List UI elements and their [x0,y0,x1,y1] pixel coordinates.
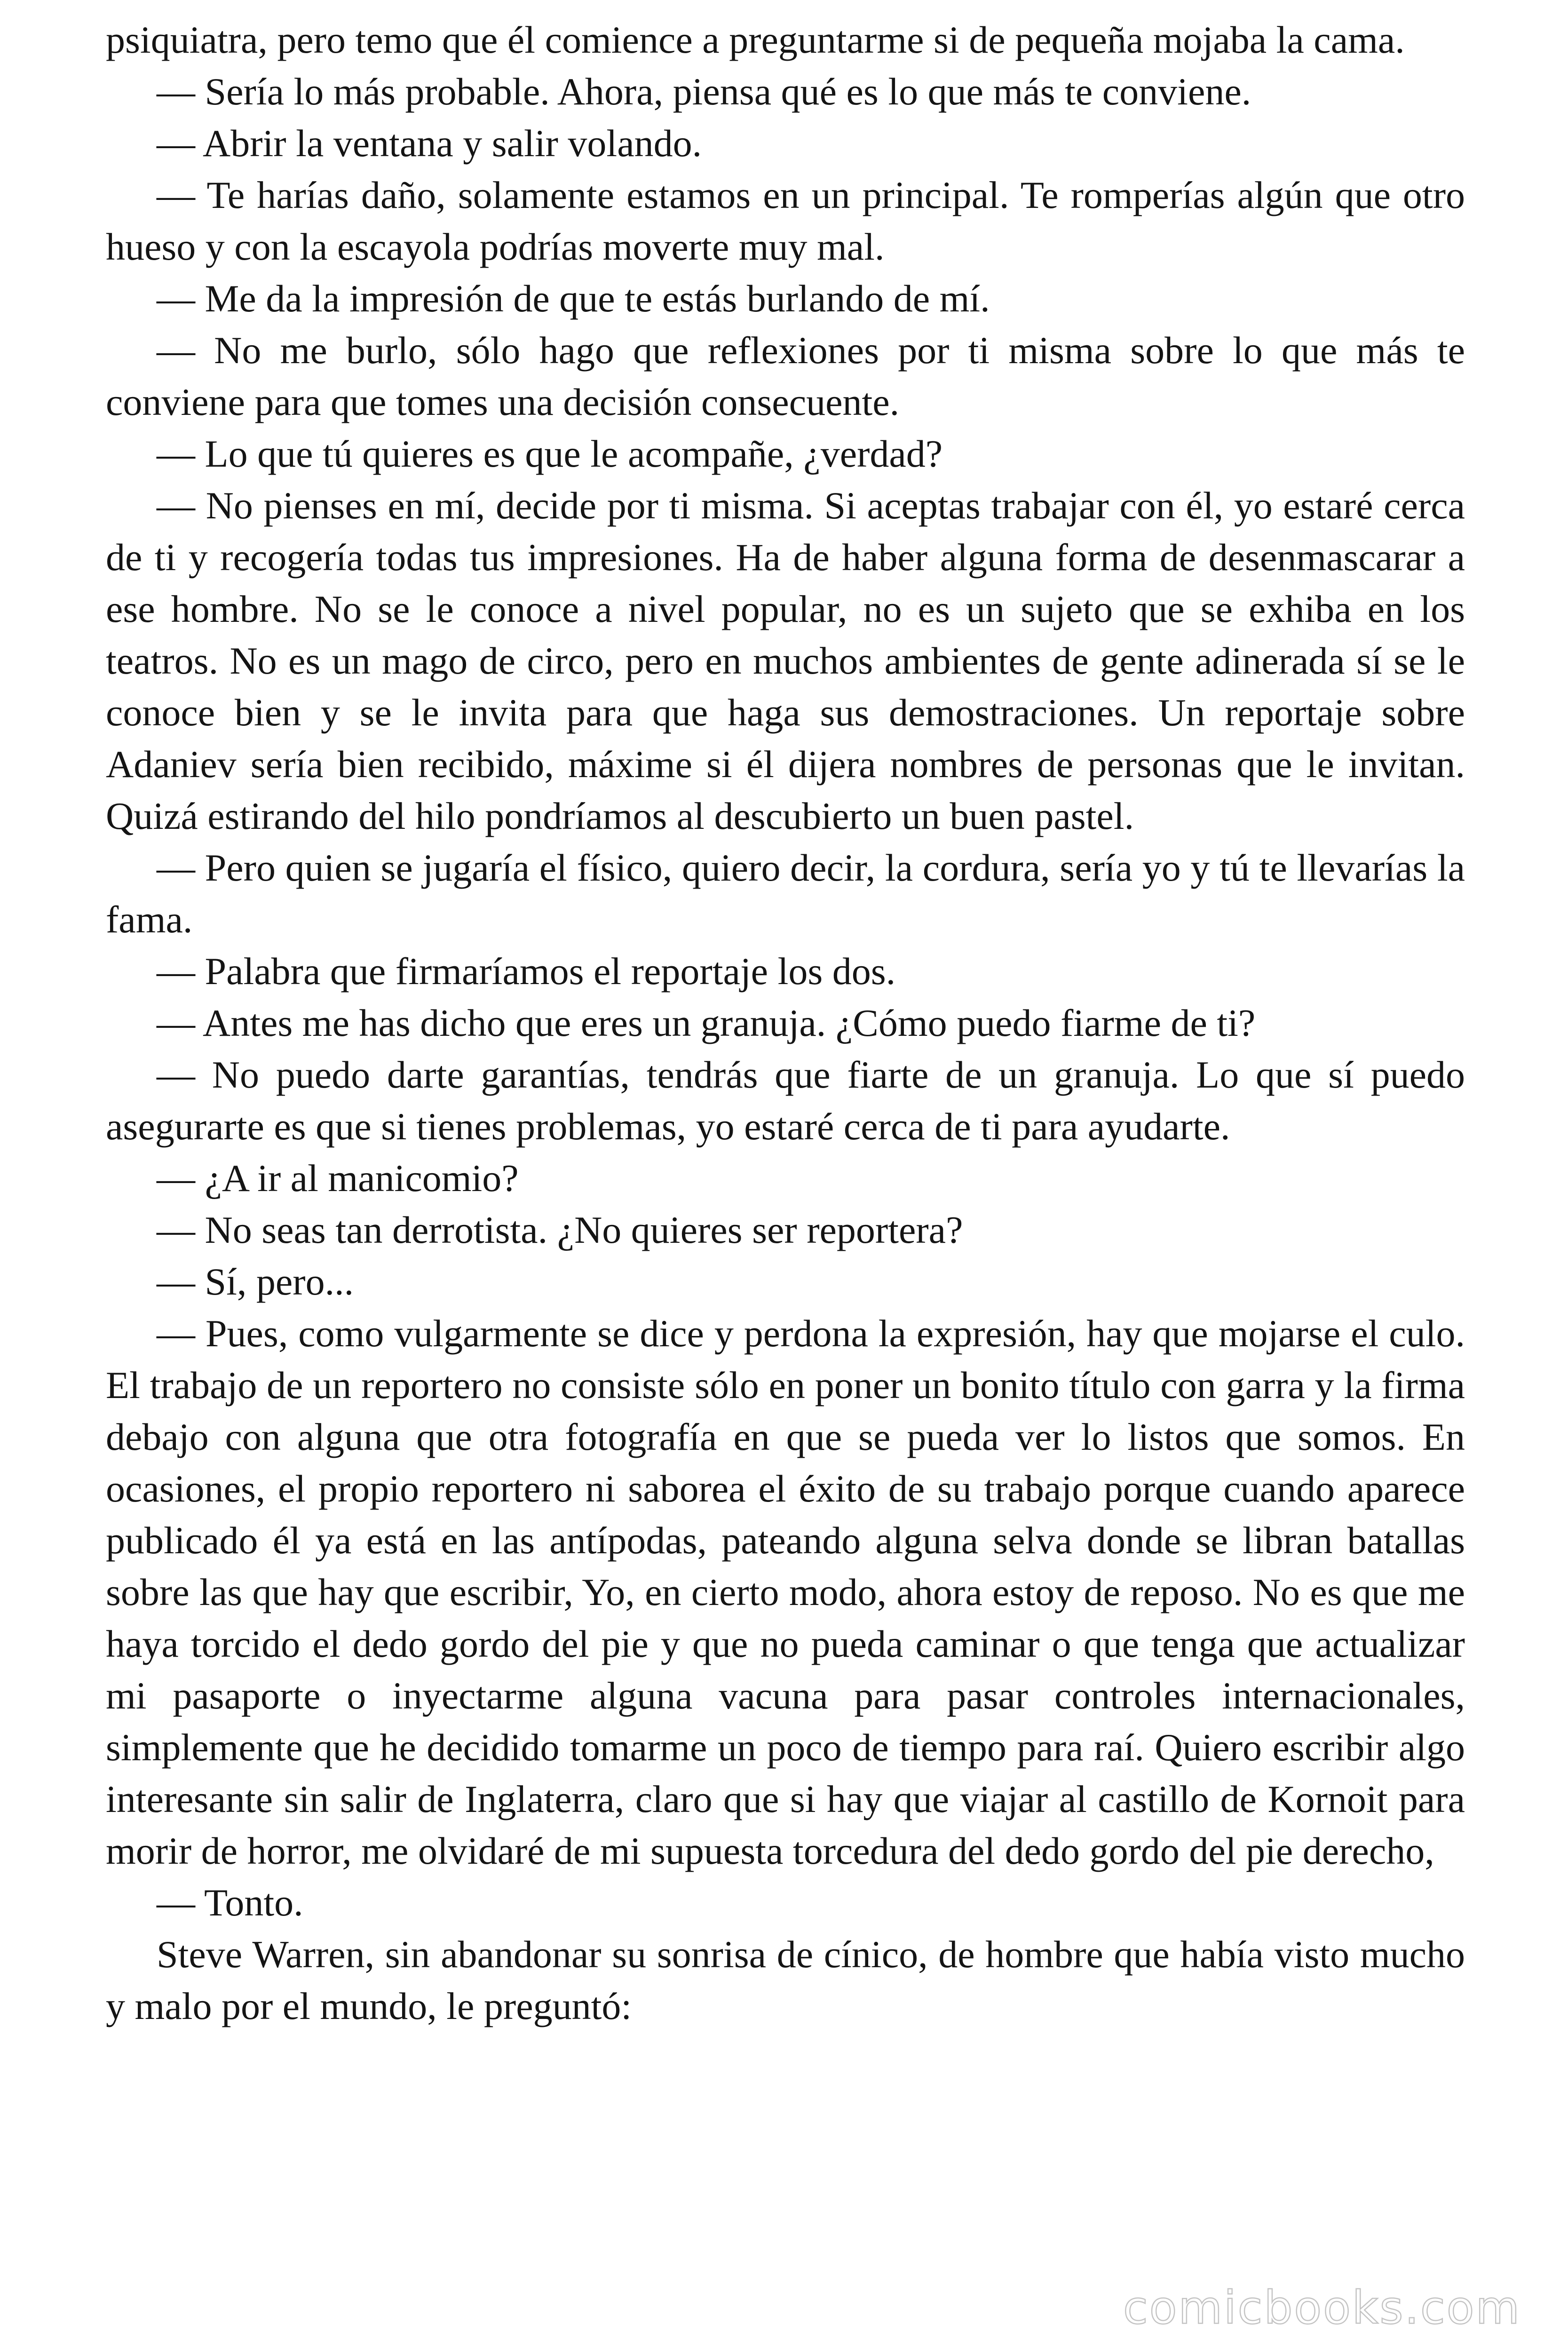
body-text [106,14,1465,2032]
dialogue-paragraph: — No me burlo, sólo hago que reflexiones por ti misma sobre lo que más te conviene para que tomes una decisión consecuente. [106,329,1465,423]
watermark: comicbooks.com [1123,2281,1521,2334]
dialogue-paragraph: — Abrir la ventana y salir volando. [157,122,702,165]
dialogue-paragraph: — Tonto. [157,1881,303,1924]
dialogue-paragraph: — No pienses en mí, decide por ti misma. Si aceptas trabajar con él, yo estaré cerca de ti y recogería todas tus impresiones. Ha de haber alguna forma de desenmascarar a ese hombre. No se le conoce a nivel popular, no es un sujeto que se exhiba en los teatros. No es un mago de circo, pero en muchos ambientes de gente adinerada sí se le conoce bien y se le invita para que haga sus demostraciones. Un reportaje sobre Adaniev sería bien recibido, máxime si él dijera nombres de personas que le invitan. Quizá estirando del hilo pondríamos al descubierto un buen pastel. [106,484,1465,837]
dialogue-paragraph: — Sí, pero... [157,1260,354,1303]
dialogue-paragraph: — Pero quien se jugaría el físico, quiero decir, la cordura, sería yo y tú te llevarías la fama. [106,846,1465,941]
dialogue-paragraph: — Palabra que firmaríamos el reportaje los dos. [157,950,896,993]
dialogue-paragraph: — Me da la impresión de que te estás burlando de mí. [157,277,990,320]
narrative-paragraph: Steve Warren, sin abandonar su sonrisa de cínico, de hombre que había visto mucho y malo por el mundo, le preguntó: [106,1933,1465,2027]
dialogue-paragraph: — Pues, como vulgarmente se dice y perdona la expresión, hay que mojarse el culo. El trabajo de un reportero no consiste sólo en poner un bonito título con garra y la firma debajo con alguna que otra fotografía en que se pueda ver lo listos que somos. En ocasiones, el propio reportero ni saborea el éxito de su trabajo porque cuando aparece publicado él ya está en las antípodas, pateando alguna selva donde se libran batallas sobre las que hay que escribir, Yo, en cierto modo, ahora estoy de reposo. No es que me haya torcido el dedo gordo del pie y que no pueda caminar o que tenga que actualizar mi pasaporte o inyectarme alguna vacuna para pasar controles internacionales, simplemente que he decidido tomarme un poco de tiempo para raí. Quiero escribir algo interesante sin salir de Inglaterra, claro que si hay que viajar al castillo de Kornoit para morir de horror, me olvidaré de mi supuesta torcedura del dedo gordo del pie derecho, [106,1312,1465,1872]
paragraph-continuation: psiquiatra, pero temo que él comience a preguntarme si de pequeña mojaba la cama. [106,18,1405,61]
dialogue-paragraph: — Antes me has dicho que eres un granuja. ¿Cómo puedo fiarme de ti? [157,1001,1256,1044]
dialogue-paragraph: — ¿A ir al manicomio? [157,1157,519,1200]
dialogue-paragraph: — Lo que tú quieres es que le acompañe, ¿verdad? [157,432,943,475]
dialogue-paragraph: — Sería lo más probable. Ahora, piensa qué es lo que más te conviene. [157,70,1251,113]
dialogue-paragraph: — No puedo darte garantías, tendrás que fiarte de un granuja. Lo que sí puedo asegurarte es que si tienes problemas, yo estaré cerca de ti para ayudarte. [106,1053,1465,1148]
dialogue-paragraph: — Te harías daño, solamente estamos en un principal. Te romperías algún que otro hueso y con la escayola podrías moverte muy mal. [106,174,1465,268]
dialogue-paragraph: — No seas tan derrotista. ¿No quieres ser reportera? [157,1208,963,1251]
